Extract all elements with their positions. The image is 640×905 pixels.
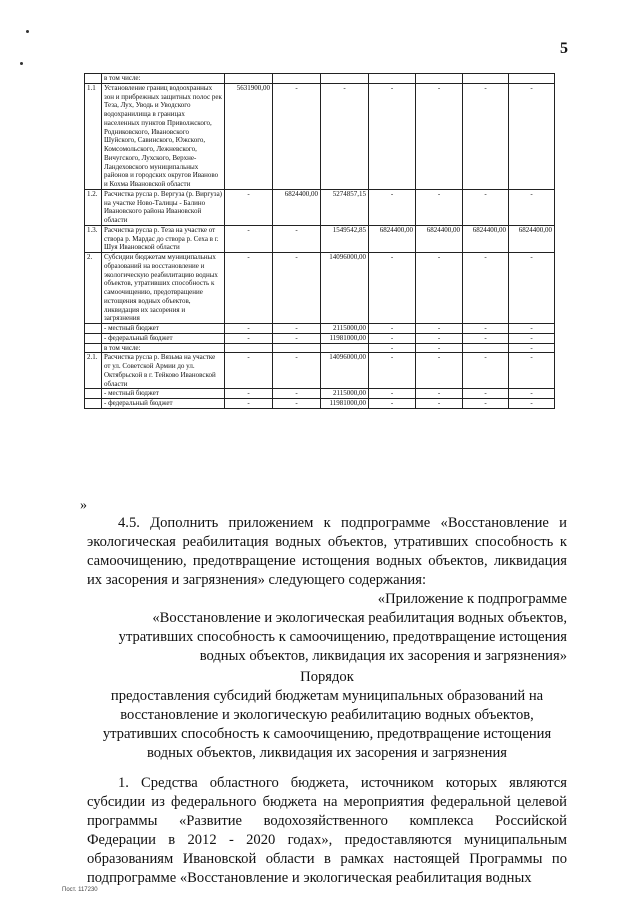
amount-cell: -	[416, 253, 463, 324]
amount-cell: -	[225, 333, 273, 343]
appendix-line: водных объектов, ликвидация их засорения и загрязнения»	[199, 648, 567, 664]
row-number	[85, 74, 102, 84]
amount-cell: -	[463, 253, 509, 324]
amount-cell: -	[369, 83, 416, 189]
row-number: 1.3.	[85, 225, 102, 252]
appendix-line: «Приложение к подпрограмме	[377, 591, 567, 607]
appendix-line: «Восстановление и экологическая реабилитация водных объектов,	[152, 610, 567, 626]
row-number	[85, 399, 102, 409]
amount-cell: 6824400,00	[509, 225, 555, 252]
amount-cell: -	[416, 399, 463, 409]
appendix-line: утративших способность к самоочищению, предотвращение истощения	[118, 629, 567, 645]
amount-cell: -	[509, 353, 555, 389]
row-description: в том числе:	[102, 74, 225, 84]
row-number	[85, 333, 102, 343]
row-description: - местный бюджет	[102, 324, 225, 334]
amount-cell: -	[369, 253, 416, 324]
amount-cell: -	[273, 83, 321, 189]
page-number: 5	[560, 40, 568, 57]
amount-cell	[416, 74, 463, 84]
amount-cell: -	[369, 333, 416, 343]
amount-cell: 6824400,00	[463, 225, 509, 252]
row-number	[85, 324, 102, 334]
table-row	[85, 225, 555, 252]
amount-cell	[509, 74, 555, 84]
table-row	[85, 333, 555, 343]
table-row	[85, 389, 555, 399]
amount-cell: -	[509, 343, 555, 353]
amount-cell: -	[369, 324, 416, 334]
amount-cell: -	[225, 253, 273, 324]
amount-cell: -	[463, 399, 509, 409]
procedure-title	[87, 668, 567, 763]
amount-cell: 14096000,00	[321, 253, 369, 324]
amount-cell: -	[369, 189, 416, 225]
amount-cell: -	[416, 189, 463, 225]
row-description: Установление границ водоохранных зон и прибрежных защитных полос рек Теза, Лух, Уводь и Уводского водохранилища в границах населенных пунктов Приволжского, Родниковского, Ивановского Шуйского, Савинского, Южского, Комсомольского, Лежневского, Вичугского, Лухского, Верхне-Ландеховского муниципальных районов и городских округов Иваново и Кохма Ивановской области	[102, 83, 225, 189]
table-row	[85, 399, 555, 409]
amount-cell: -	[273, 399, 321, 409]
amount-cell	[369, 74, 416, 84]
amount-cell: -	[273, 353, 321, 389]
title-line: Порядок	[300, 669, 354, 685]
row-number: 2.1.	[85, 353, 102, 389]
amount-cell: -	[509, 324, 555, 334]
row-description: - федеральный бюджет	[102, 333, 225, 343]
row-number: 1.2.	[85, 189, 102, 225]
amount-cell: -	[369, 399, 416, 409]
row-description: Субсидии бюджетам муниципальных образований на восстановление и экологическую реабилитацию водных объектов, утративших способность к самоочищению, предотвращение истощения водных объектов, ликвидация их засорения и загрязнения	[102, 253, 225, 324]
amount-cell	[273, 74, 321, 84]
table-row	[85, 353, 555, 389]
row-description: в том числе:	[102, 343, 225, 353]
table-row	[85, 343, 555, 353]
amount-cell: -	[273, 225, 321, 252]
paragraph-4-5: 4.5. Дополнить приложением к подпрограмме «Восстановление и экологическая реабилитация водных объектов, утративших способность к самоочищению, предотвращение истощения водных объектов, ликвидация их засорения и загрязнения» следующего содержания:	[87, 515, 567, 588]
closing-quote: »	[80, 498, 87, 513]
row-description: Расчистка русла р. Вязьма на участке от ул. Советской Армии до ул. Октябрьской в г. Тейково Ивановской области	[102, 353, 225, 389]
amount-cell: -	[369, 389, 416, 399]
row-description: - федеральный бюджет	[102, 399, 225, 409]
paragraph-1: 1. Средства областного бюджета, источником которых являются субсидии из федерального бюджета на мероприятия федеральной целевой программы «Развитие водохозяйственного комплекса Российской Федерации в 2012 - 2020 годах», предоставляются муниципальным образованиям Ивановской области в рамках настоящей Программы по подпрограмме «Восстановление и экологическая реабилитация водных	[87, 775, 567, 886]
amount-cell: -	[463, 83, 509, 189]
amount-cell: -	[225, 353, 273, 389]
amount-cell: -	[416, 83, 463, 189]
amendment-section	[87, 514, 567, 590]
amount-cell	[225, 74, 273, 84]
row-number: 1.1	[85, 83, 102, 189]
amount-cell: -	[225, 225, 273, 252]
amount-cell: -	[273, 324, 321, 334]
amount-cell: -	[509, 189, 555, 225]
scan-speck	[20, 62, 23, 65]
amount-cell	[321, 74, 369, 84]
amount-cell: -	[509, 399, 555, 409]
amount-cell: -	[463, 189, 509, 225]
procedure-body	[87, 774, 567, 888]
title-line: восстановление и экологическую реабилитацию водных объектов,	[120, 707, 534, 723]
appendix-heading	[87, 590, 567, 666]
amount-cell: -	[416, 333, 463, 343]
funding-table	[84, 73, 555, 409]
title-line: утративших способность к самоочищению, предотвращение истощения	[102, 726, 552, 742]
amount-cell: -	[509, 333, 555, 343]
amount-cell: -	[463, 353, 509, 389]
row-description: Расчистка русла р. Вергуза (р. Виргуза) на участке Ново-Талицы - Балино Ивановского района Ивановской области	[102, 189, 225, 225]
amount-cell: -	[225, 189, 273, 225]
title-line: предоставления субсидий бюджетам муниципальных образований на	[110, 688, 544, 704]
amount-cell: 5631900,00	[225, 83, 273, 189]
amount-cell: 14096000,00	[321, 353, 369, 389]
title-line: водных объектов, ликвидация их засорения и загрязнения	[147, 745, 507, 761]
amount-cell: -	[509, 253, 555, 324]
row-description: - местный бюджет	[102, 389, 225, 399]
amount-cell	[321, 343, 369, 353]
amount-cell	[225, 343, 273, 353]
amount-cell: 11981000,00	[321, 333, 369, 343]
amount-cell: -	[416, 324, 463, 334]
amount-cell: 6824400,00	[369, 225, 416, 252]
amount-cell: 1549542,85	[321, 225, 369, 252]
amount-cell: -	[416, 389, 463, 399]
table-row	[85, 324, 555, 334]
scan-speck	[26, 30, 29, 33]
amount-cell: 2115000,00	[321, 389, 369, 399]
row-number	[85, 389, 102, 399]
amount-cell: -	[416, 353, 463, 389]
table-row	[85, 74, 555, 84]
amount-cell: -	[463, 324, 509, 334]
amount-cell: -	[225, 389, 273, 399]
amount-cell: 6824400,00	[273, 189, 321, 225]
amount-cell: -	[225, 399, 273, 409]
amount-cell: -	[321, 83, 369, 189]
amount-cell	[463, 74, 509, 84]
amount-cell: 11981000,00	[321, 399, 369, 409]
row-description: Расчистка русла р. Теза на участке от створа р. Мардас до створа р. Сеха в г. Шуя Ивановской области	[102, 225, 225, 252]
amount-cell: -	[369, 353, 416, 389]
amount-cell: -	[273, 333, 321, 343]
table-row	[85, 253, 555, 324]
amount-cell: -	[225, 324, 273, 334]
amount-cell: -	[509, 83, 555, 189]
amount-cell: -	[273, 253, 321, 324]
table-row	[85, 83, 555, 189]
amount-cell: -	[509, 389, 555, 399]
document-code: Пост. 117230	[62, 887, 98, 893]
amount-cell: 2115000,00	[321, 324, 369, 334]
amount-cell: -	[416, 343, 463, 353]
amount-cell: -	[369, 343, 416, 353]
amount-cell: 5274857,15	[321, 189, 369, 225]
amount-cell: -	[273, 389, 321, 399]
table-row	[85, 189, 555, 225]
row-number	[85, 343, 102, 353]
amount-cell: -	[463, 389, 509, 399]
amount-cell	[273, 343, 321, 353]
amount-cell: -	[463, 333, 509, 343]
amount-cell	[463, 343, 509, 353]
amount-cell: 6824400,00	[416, 225, 463, 252]
row-number: 2.	[85, 253, 102, 324]
